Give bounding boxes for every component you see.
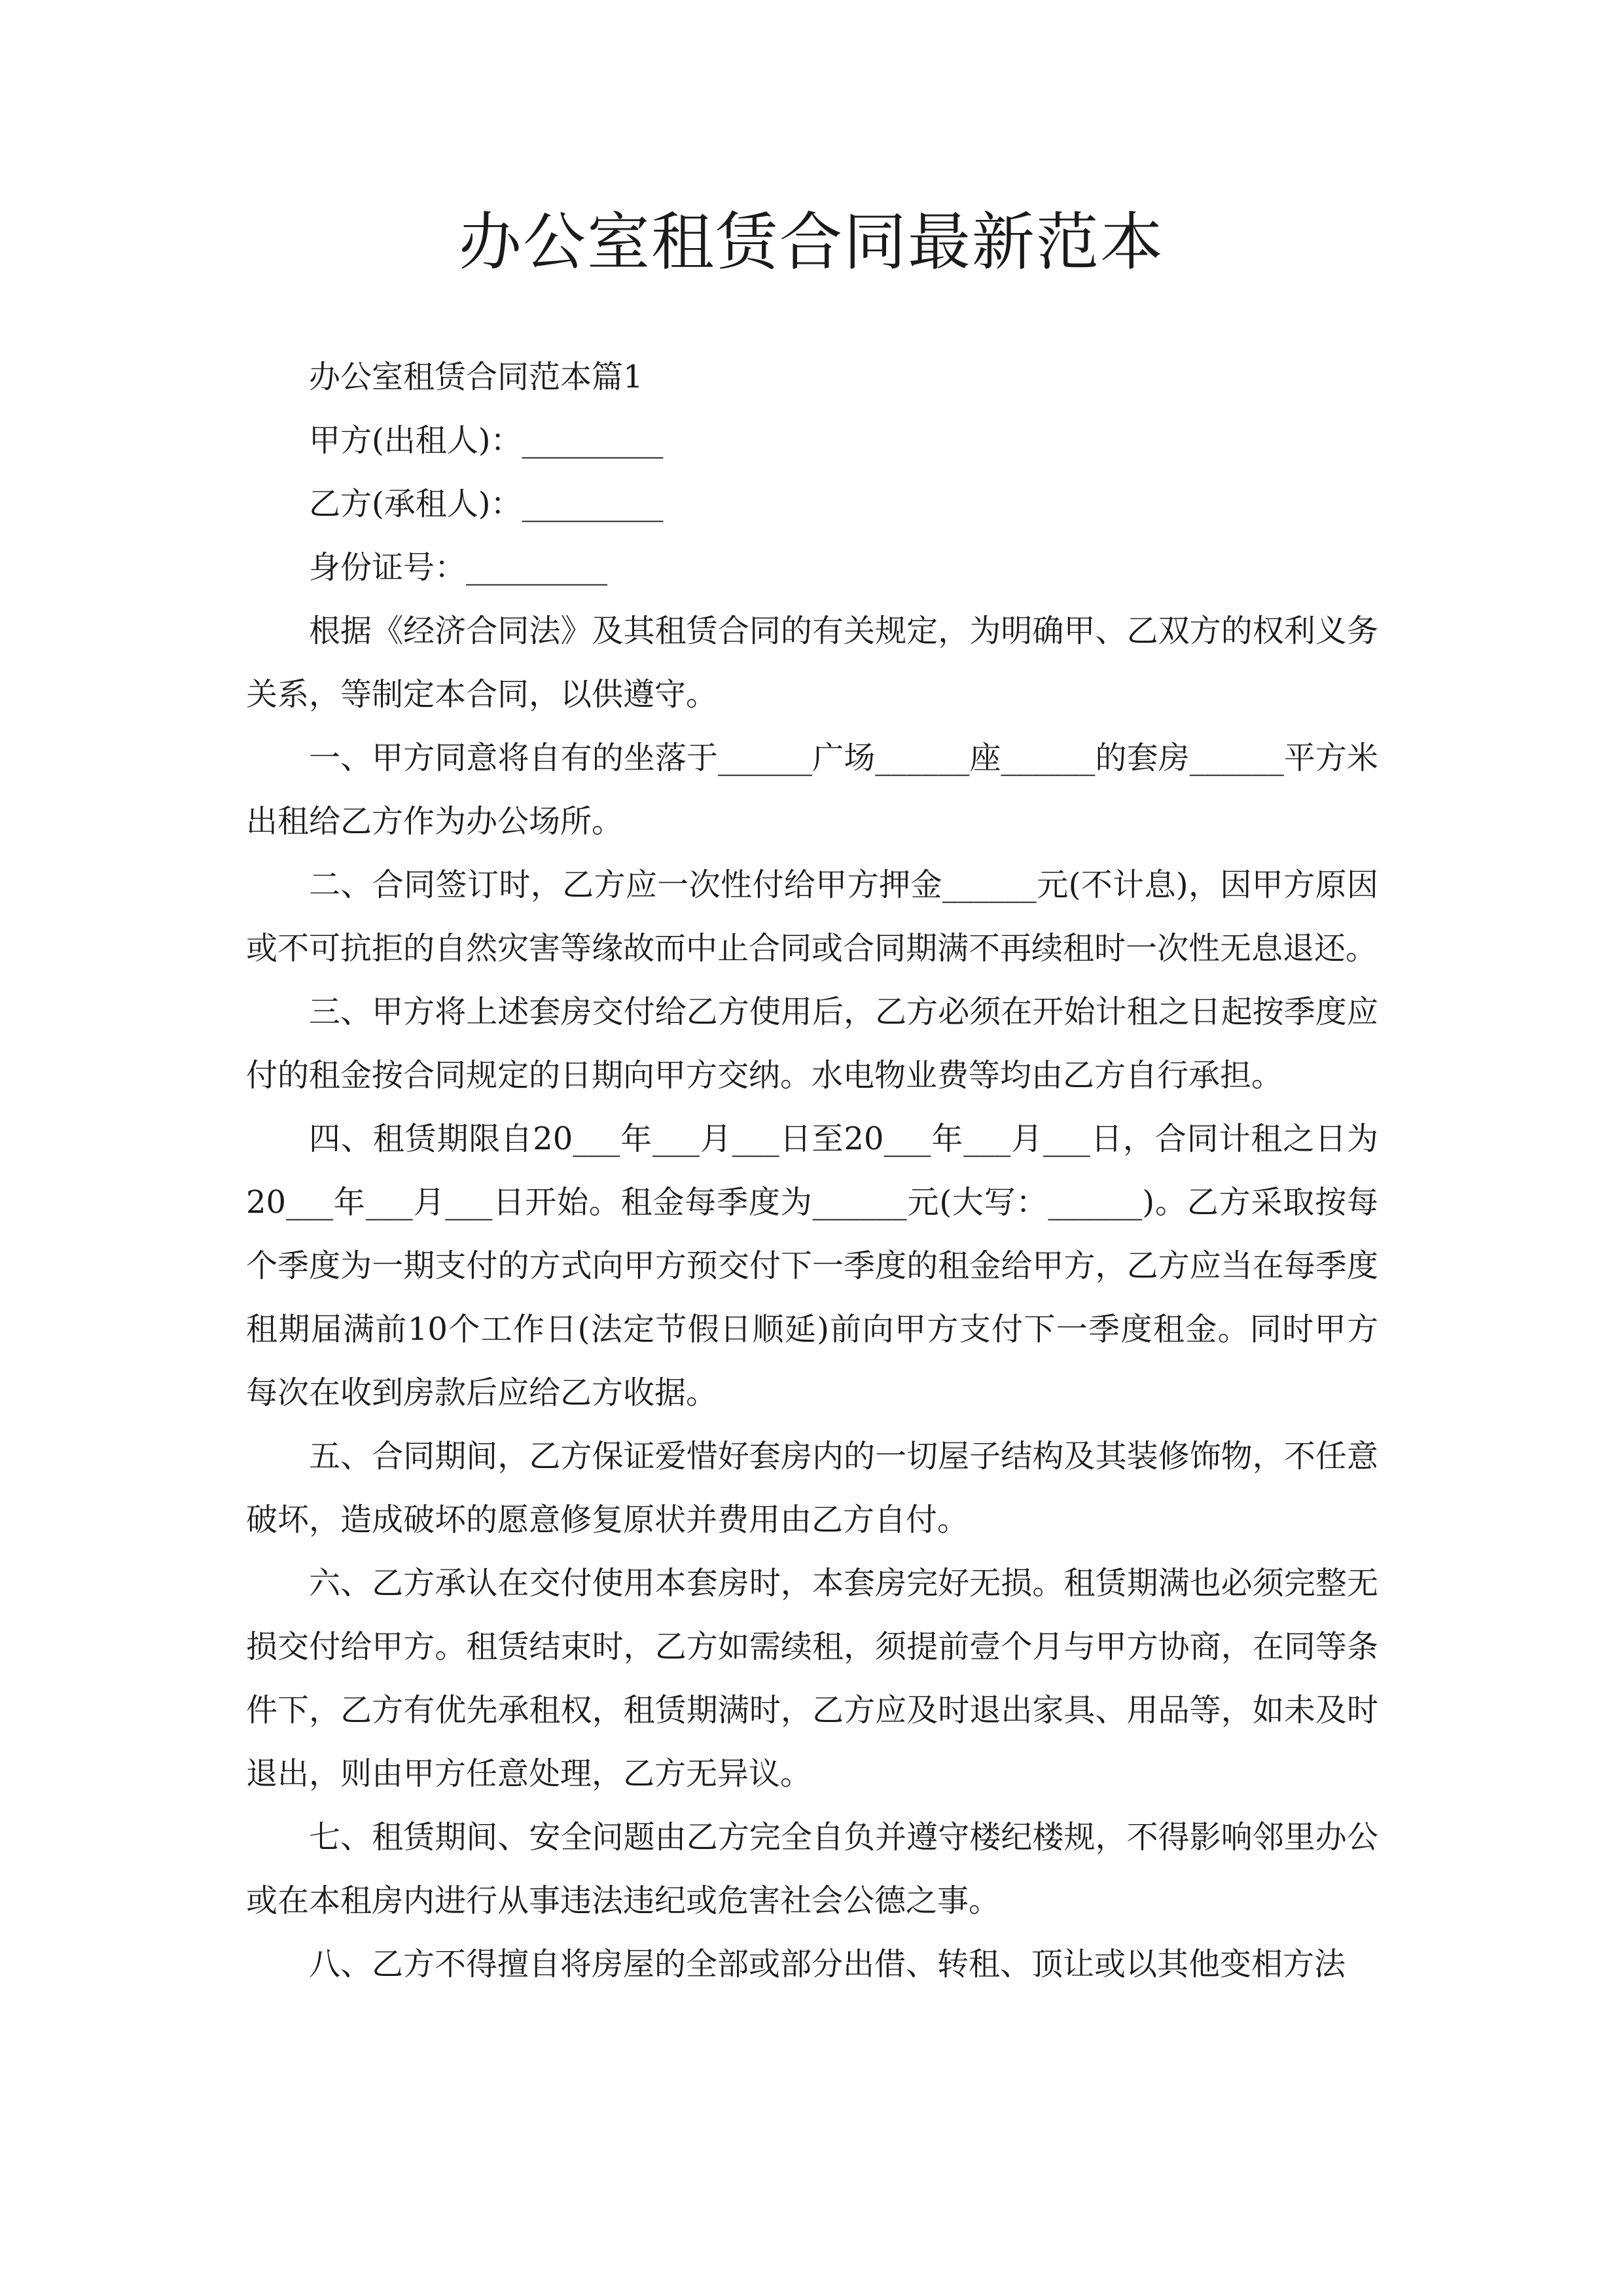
clause-8-paragraph: 八、乙方不得擅自将房屋的全部或部分出借、转租、顶让或以其他变相方法 <box>309 1946 1346 1982</box>
clause-7-paragraph: 七、租赁期间、安全问题由乙方完全自负并遵守楼纪楼规，不得影响邻里办公或在本租房内进行从事违法违纪或危害社会公德之事。 <box>246 1819 1378 1919</box>
clause-3-paragraph: 三、甲方将上述套房交付给乙方使用后，乙方必须在开始计租之日起按季度应付的租金按合同规定的日期向甲方交纳。水电物业费等均由乙方自行承担。 <box>246 994 1378 1094</box>
id-number-field: 身份证号：_________ <box>309 549 608 586</box>
clause-2-paragraph: 二、合同签订时，乙方应一次性付给甲方押金______元(不计息)，因甲方原因或不可抗拒的自然灾害等缘故而中止合同或合同期满不再续租时一次性无息退还。 <box>246 867 1378 967</box>
lessor-field: 甲方(出租人)：_________ <box>309 422 664 459</box>
clause-1-paragraph: 一、甲方同意将自有的坐落于______广场______座______的套房______平方米出租给乙方作为办公场所。 <box>246 740 1378 840</box>
section-heading: 办公室租赁合同范本篇1 <box>309 359 643 395</box>
clause-5-paragraph: 五、合同期间，乙方保证爱惜好套房内的一切屋子结构及其装修饰物，不任意破坏，造成破坏的愿意修复原状并费用由乙方自付。 <box>246 1438 1378 1538</box>
lessee-field: 乙方(承租人)：_________ <box>309 486 664 522</box>
clause-4-paragraph: 四、租赁期限自20___年___月___日至20___年___月___日，合同计租之日为20___年___月___日开始。租金每季度为______元(大写：______)。乙方采取按每个季度为一期支付的方式向甲方预交付下一季度的租金给甲方，乙方应当在每季度租期届满前10个工作日(法定节假日顺延)前向甲方支付下一季度租金。同时甲方每次在收到房款后应给乙方收据。 <box>246 1121 1378 1411</box>
document-title: 办公室租赁合同最新范本 <box>459 206 1164 279</box>
preamble-paragraph: 根据《经济合同法》及其租赁合同的有关规定，为明确甲、乙双方的权利义务关系，等制定本合同，以供遵守。 <box>246 613 1378 713</box>
clause-6-paragraph: 六、乙方承认在交付使用本套房时，本套房完好无损。租赁期满也必须完整无损交付给甲方。租赁结束时，乙方如需续租，须提前壹个月与甲方协商，在同等条件下，乙方有优先承租权，租赁期满时，乙方应及时退出家具、用品等，如未及时退出，则由甲方任意处理，乙方无异议。 <box>246 1565 1378 1792</box>
document-body <box>246 346 1378 1996</box>
